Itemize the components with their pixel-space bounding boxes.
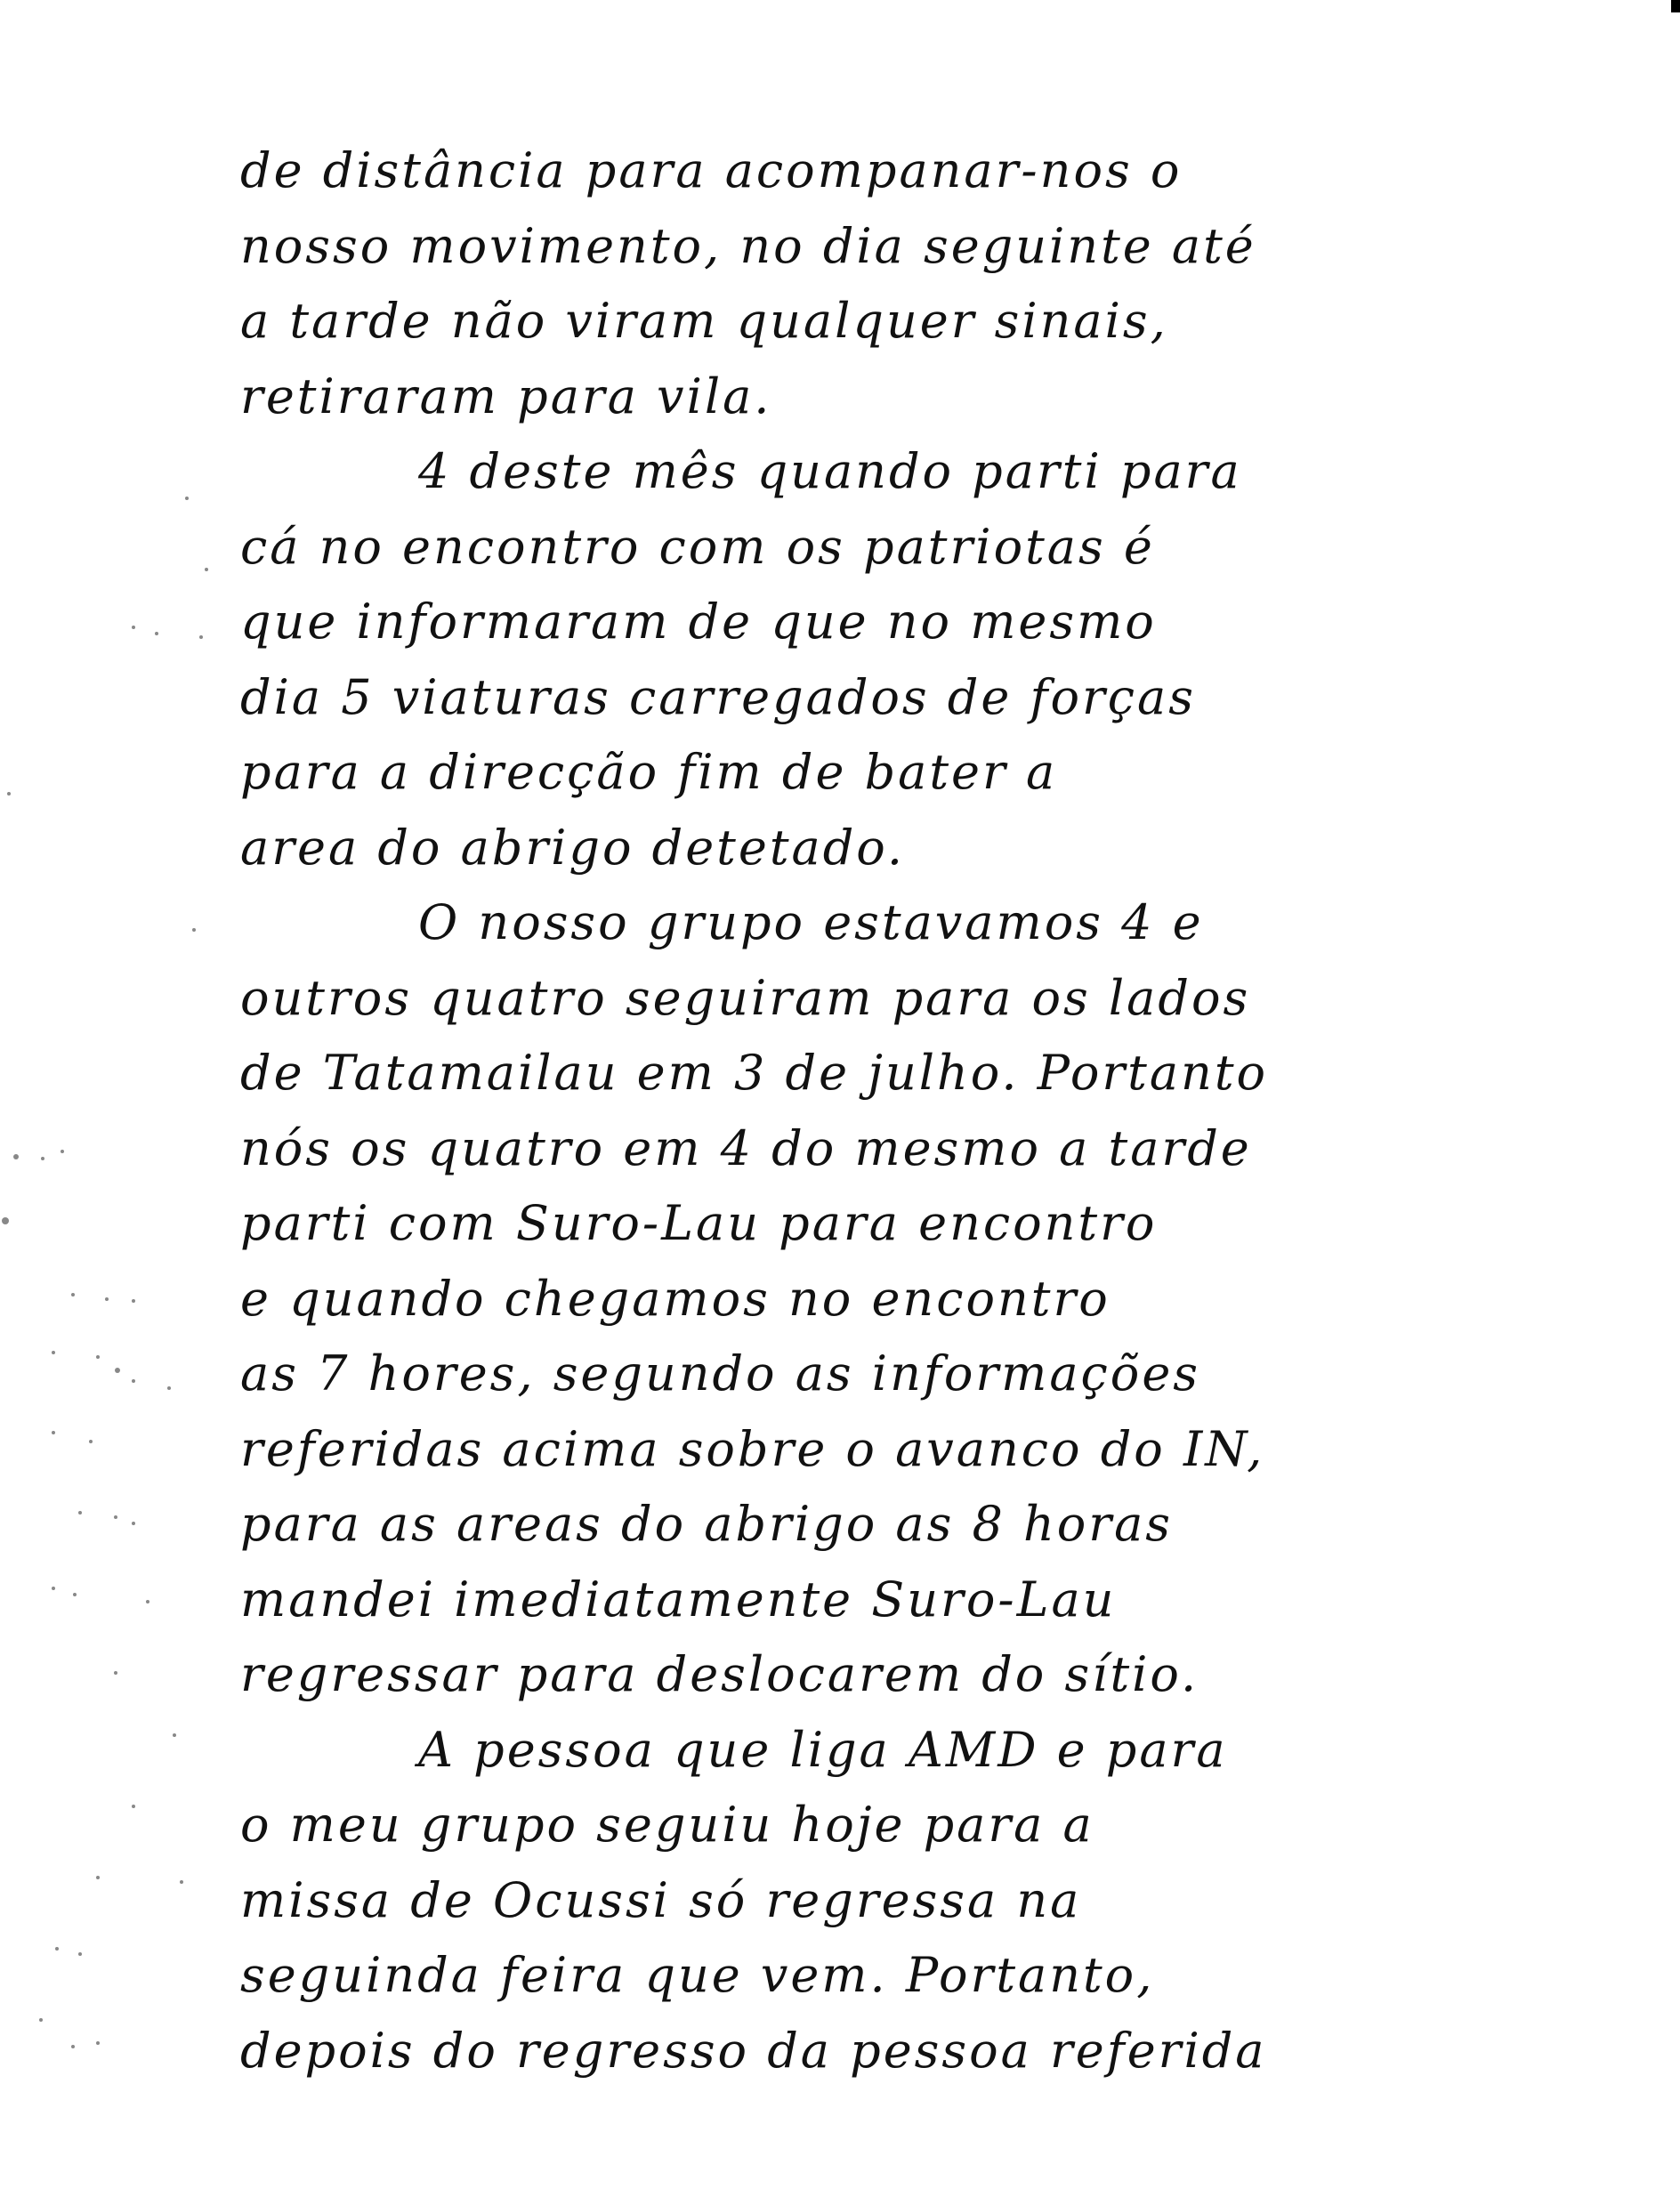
letter-line: 4 deste mês quando parti para xyxy=(418,443,1242,499)
letter-line: para as areas do abrigo as 8 horas xyxy=(240,1496,1173,1552)
letter-line: nosso movimento, no dia seguinte até xyxy=(240,217,1256,274)
letter-line: dia 5 viaturas carregados de forças xyxy=(240,668,1196,725)
scan-corner-mark xyxy=(1671,0,1680,12)
letter-line: nós os quatro em 4 do mesmo a tarde xyxy=(240,1119,1252,1176)
scan-specks xyxy=(0,0,231,2189)
letter-line: referidas acima sobre o avanco do IN, xyxy=(240,1420,1265,1477)
letter-line: retiraram para vila. xyxy=(240,368,772,424)
letter-line: as 7 hores, segundo as informações xyxy=(240,1345,1200,1401)
letter-line: cá no encontro com os patriotas é xyxy=(240,518,1155,575)
letter-line: outros quatro seguiram para os lados xyxy=(240,969,1251,1026)
letter-line: de distância para acompanar-nos o xyxy=(240,142,1183,198)
letter-line: e quando chegamos no encontro xyxy=(240,1270,1111,1327)
letter-line: de Tatamailau em 3 de julho. Portanto xyxy=(240,1045,1269,1101)
letter-line: seguinda feira que vem. Portanto, xyxy=(240,1947,1155,2003)
letter-line: que informaram de que no mesmo xyxy=(240,594,1157,650)
letter-line: para a direcção fim de bater a xyxy=(240,744,1058,800)
letter-line: area do abrigo detetado. xyxy=(240,819,906,876)
letter-line: O nosso grupo estavamos 4 e xyxy=(418,894,1204,950)
letter-line: regressar para deslocarem do sítio. xyxy=(240,1646,1199,1702)
letter-line: o meu grupo seguiu hoje para a xyxy=(240,1797,1094,1853)
letter-line: mandei imediatamente Suro-Lau xyxy=(240,1571,1117,1628)
letter-line: missa de Ocussi só regressa na xyxy=(240,1871,1082,1928)
letter-line: depois do regresso da pessoa referida xyxy=(240,2022,1267,2079)
letter-line: parti com Suro-Lau para encontro xyxy=(240,1195,1158,1251)
letter-line: a tarde não viram qualquer sinais, xyxy=(240,293,1168,349)
letter-body xyxy=(240,133,1628,2088)
letter-line: A pessoa que liga AMD e para xyxy=(418,1721,1228,1778)
